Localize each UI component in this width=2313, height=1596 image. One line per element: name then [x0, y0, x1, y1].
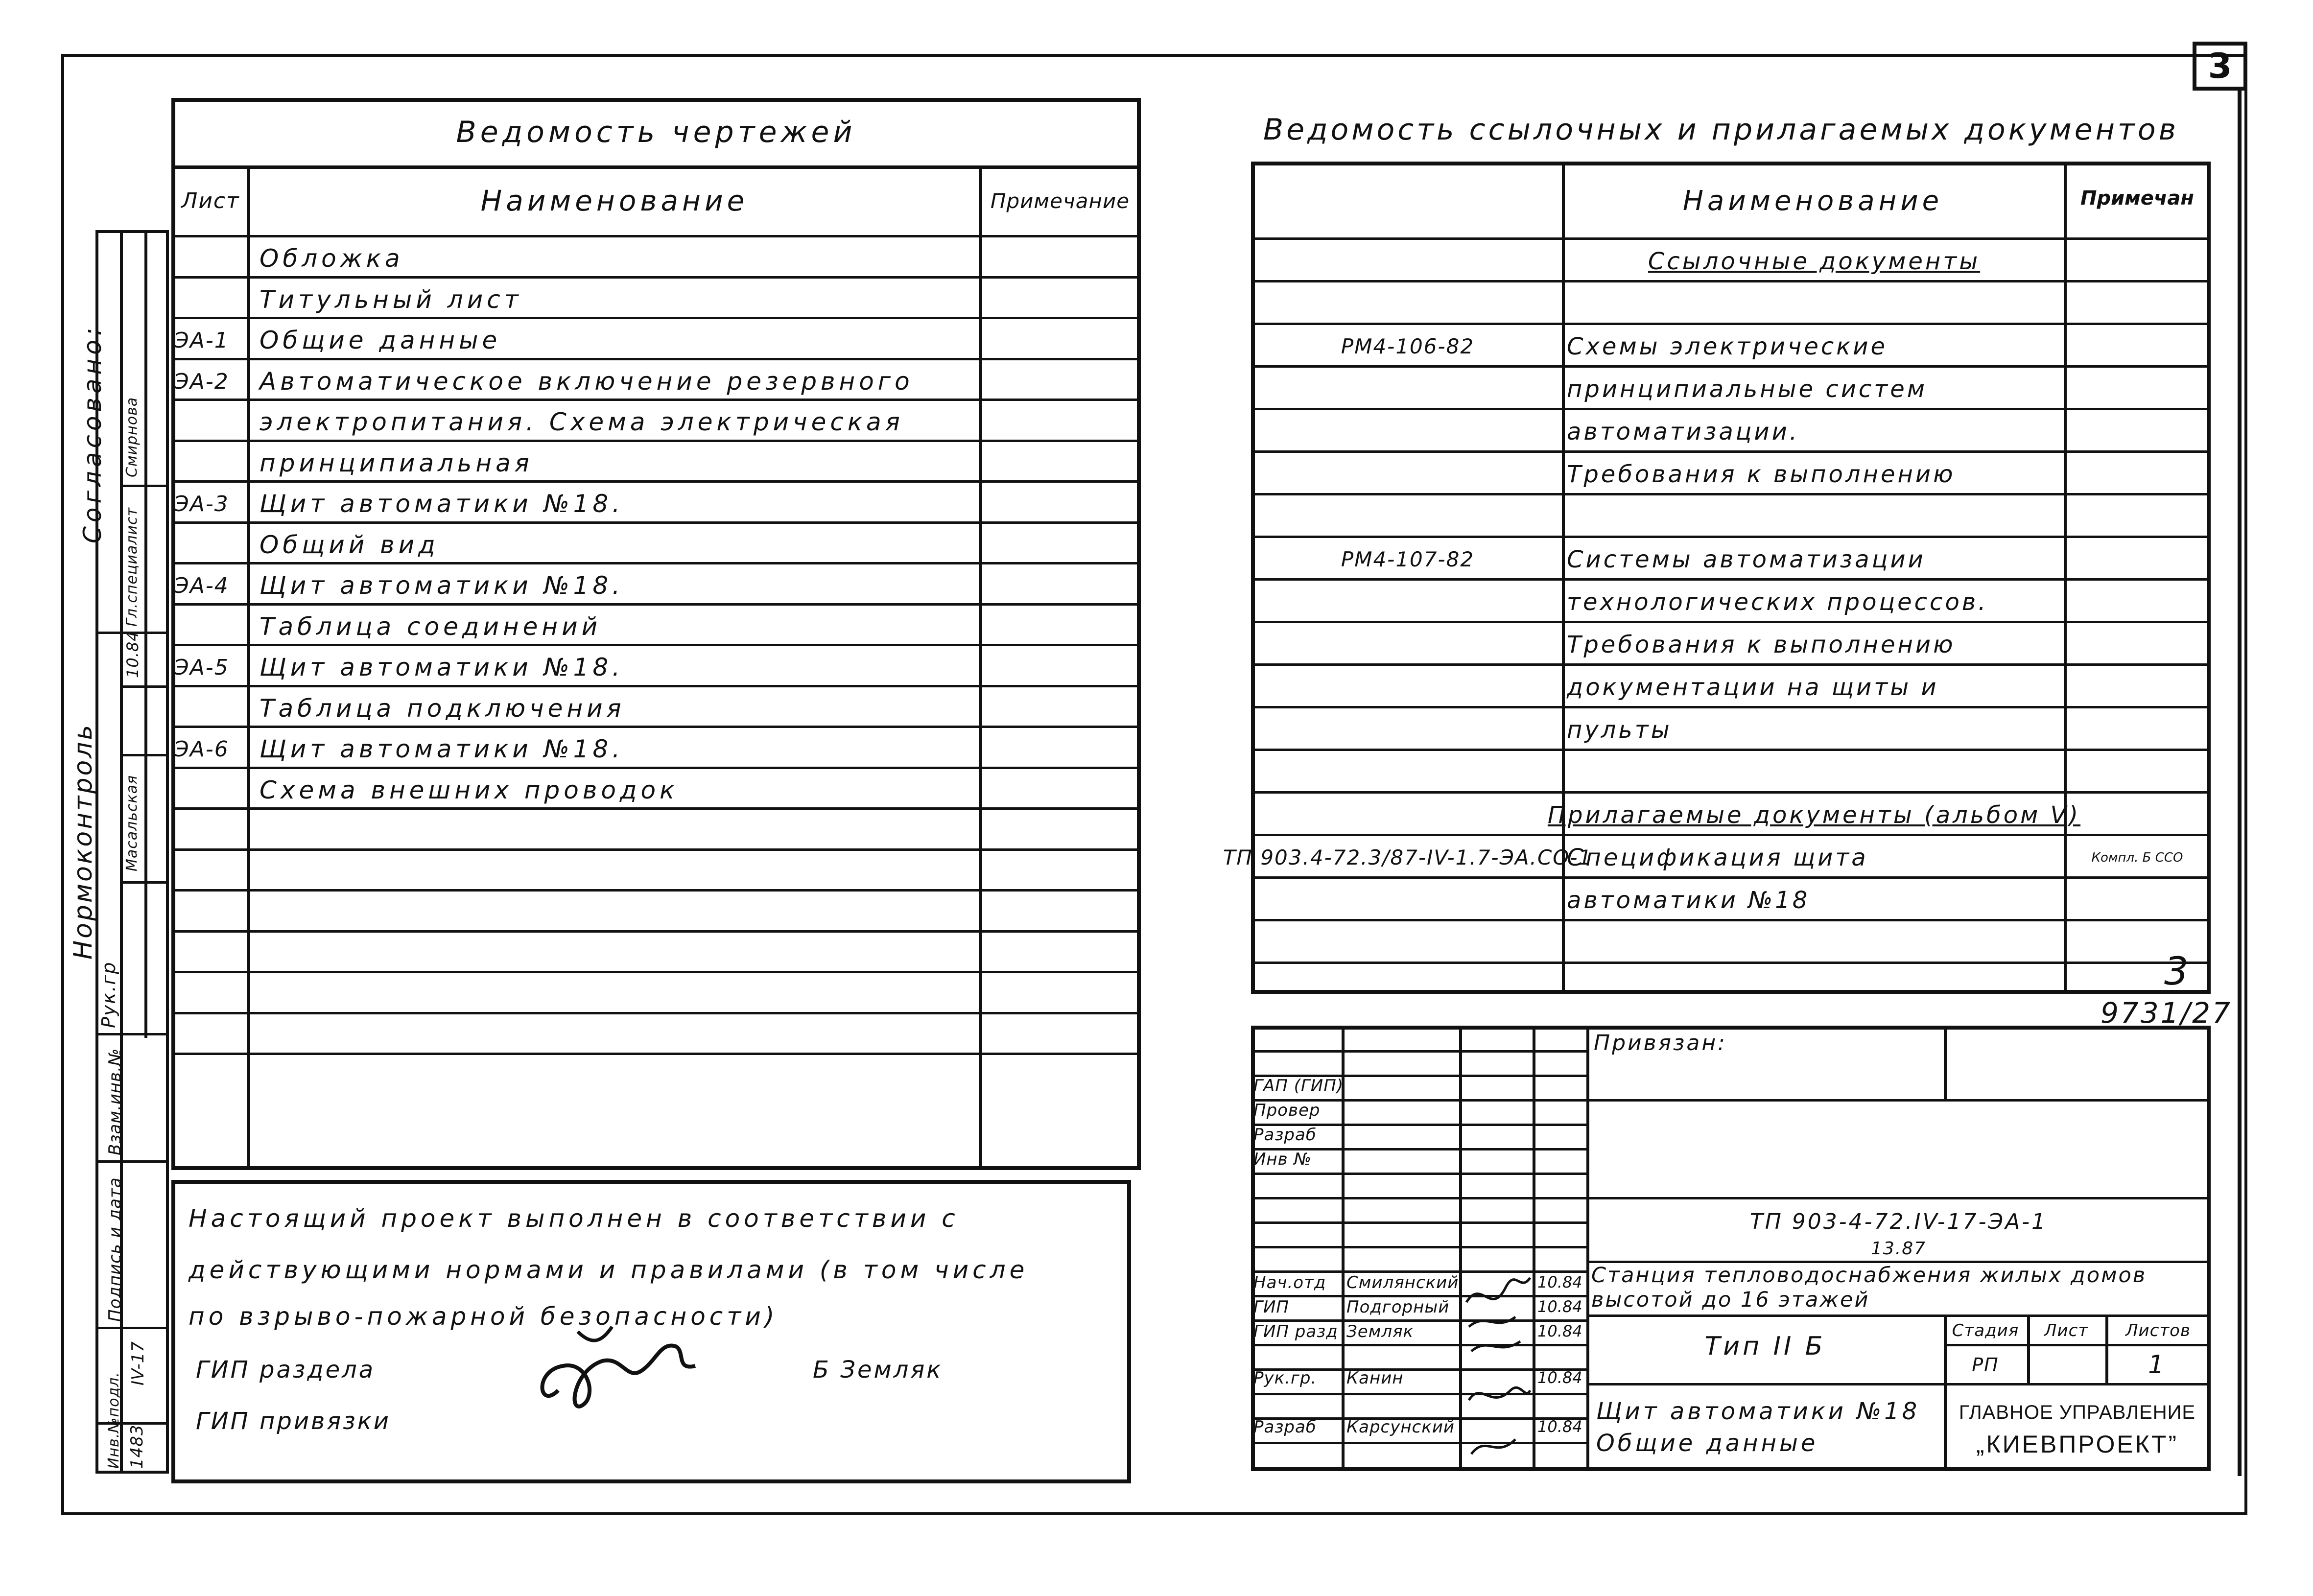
staff-role: ГИП разд: [1253, 1322, 1338, 1341]
references-row-name: автоматики №18: [1567, 886, 1810, 914]
references-row-code: [1253, 623, 1562, 666]
side-agreed-person1: Гл.специалист: [123, 507, 141, 627]
archive-number: 9731/27: [2101, 996, 2232, 1030]
references-row-code: [1253, 453, 1562, 495]
references-row-note: [2066, 623, 2208, 666]
references-row-name: Прилагаемые документы (альбом V): [1547, 801, 2081, 829]
gip-section-name: Б Земляк: [813, 1356, 943, 1384]
references-row-note: [2066, 666, 2208, 708]
drawings-row-sheet: ЭА-1: [174, 328, 229, 353]
side-inv-orig-vol: IV-17: [128, 1341, 148, 1385]
org-line1: ГЛАВНОЕ УПРАВЛЕНИЕ: [1959, 1401, 2196, 1423]
drawings-row-sheet: [174, 606, 247, 647]
references-row-note: [2066, 879, 2208, 921]
drawings-col-note: Примечание: [990, 188, 1130, 213]
drawings-row-sheet: [174, 688, 247, 729]
drawings-row-name: Автоматическое включение резервного: [260, 367, 914, 396]
sheets-value: 1: [2148, 1350, 2169, 1380]
staff-role: Нач.отд: [1253, 1273, 1326, 1292]
tb-left-label-4: Инв №: [1253, 1150, 1312, 1169]
drawings-row-name: Схема внешних проводок: [260, 776, 679, 804]
references-row-code: [1253, 495, 1562, 538]
drawings-row-sheet: [174, 238, 247, 279]
drawings-row-name: принципиальная: [260, 449, 533, 477]
tb-left-label-2: Провер: [1253, 1101, 1321, 1120]
references-row-name: принципиальные систем: [1567, 375, 1928, 403]
references-row-name: документации на щиты и: [1567, 673, 1939, 701]
gip-signature: [529, 1312, 705, 1425]
drawings-row-sheet: [174, 524, 247, 565]
doc-date: 13.87: [1870, 1238, 1927, 1259]
side-sign-date: Подпись и дата: [105, 1177, 125, 1322]
references-row-name: Требования к выполнению: [1567, 460, 1956, 488]
references-row-code: ТП 903.4-72.3/87-IV-1.7-ЭА.СО-1: [1223, 845, 1593, 869]
staff-date: 10.84: [1537, 1273, 1582, 1291]
frame-inner-border: [2238, 91, 2242, 1476]
staff-name: Карсунский: [1346, 1417, 1455, 1437]
stage-header: Стадия: [1952, 1320, 2019, 1340]
references-row-code: [1253, 794, 1562, 836]
drawings-row-sheet: ЭА-4: [174, 573, 229, 598]
project-name: Станция тепловодоснабжения жилых домов высотой до 16 этажей: [1591, 1263, 2147, 1312]
page-number: 3: [2208, 46, 2232, 86]
references-row-note: [2066, 751, 2208, 794]
staff-date: 10.84: [1537, 1417, 1582, 1436]
references-row-note: [2066, 708, 2208, 751]
references-row-name: [1567, 495, 2061, 538]
references-row-code: [1253, 368, 1562, 410]
references-col-name: Наименование: [1682, 185, 1943, 217]
references-row-note: [2066, 368, 2208, 410]
references-title: Ведомость ссылочных и прилагаемых документов: [1263, 113, 2179, 147]
drawings-row-sheet: [174, 401, 247, 443]
drawing-title-line1: Щит автоматики №18: [1596, 1398, 1920, 1425]
side-head-group: Рук.гр: [98, 961, 119, 1028]
references-row-note: [2066, 495, 2208, 538]
side-normcontrol: Нормоконтроль: [69, 723, 98, 960]
drawings-col-sheet: Лист: [181, 188, 240, 213]
drawings-row-sheet: ЭА-3: [174, 491, 229, 516]
staff-name: Земляк: [1346, 1322, 1414, 1341]
drawings-row-name: Щит автоматики №18.: [260, 571, 624, 600]
drawings-row-name: электропитания. Схема электрическая: [260, 408, 904, 436]
references-row-name: Схемы электрические: [1567, 332, 1888, 360]
drawings-row-name: Титульный лист: [260, 285, 522, 314]
drawings-row-name: Таблица соединений: [260, 612, 602, 641]
references-row-code: [1253, 666, 1562, 708]
staff-date: 10.84: [1537, 1368, 1582, 1387]
drawings-row-sheet: ЭА-2: [174, 369, 229, 394]
references-row-code: [1253, 921, 1562, 964]
drawings-row-name: Таблица подключения: [260, 694, 625, 723]
page-mark: 3: [2164, 950, 2193, 994]
staff-name: Подгорный: [1346, 1297, 1450, 1317]
drawings-title: Ведомость чертежей: [456, 115, 856, 149]
references-row-note: [2066, 325, 2208, 368]
staff-name: Смилянский: [1346, 1273, 1459, 1292]
stage-value: РП: [1972, 1354, 1999, 1376]
tb-left-label-1: ГАП (ГИП): [1253, 1076, 1344, 1096]
drawings-row-sheet: [174, 443, 247, 484]
staff-signatures: [1462, 1258, 1535, 1469]
side-inv-orig-no: 1483: [127, 1424, 147, 1469]
references-col-note: Примечан: [2080, 187, 2195, 210]
references-row-name: [1567, 751, 2061, 794]
references-row-name: Требования к выполнению: [1567, 631, 1956, 658]
references-row-note: [2066, 794, 2208, 836]
drawings-col-name: Наименование: [480, 184, 749, 217]
side-normcontrol-person: Масальская: [123, 775, 141, 871]
statement-line-3: по взрыво-пожарной безопасности): [189, 1302, 779, 1331]
references-row-name: технологических процессов.: [1567, 588, 1988, 616]
staff-role: ГИП: [1253, 1297, 1289, 1317]
references-row-code: РМ4-106-82: [1341, 334, 1475, 358]
tb-left-label-3: Разраб: [1253, 1125, 1317, 1145]
side-inv-orig: Инв.№подл.: [105, 1372, 122, 1469]
references-row-code: [1253, 581, 1562, 623]
gip-binding-label: ГИП привязки: [196, 1408, 391, 1435]
drawings-row-sheet: [174, 770, 247, 811]
references-row-code: [1253, 282, 1562, 325]
references-row-name: [1567, 282, 2061, 325]
references-row-name: Системы автоматизации: [1567, 545, 1926, 573]
drawing-title-line2: Общие данные: [1596, 1430, 1818, 1457]
references-row-code: [1253, 708, 1562, 751]
staff-name: Канин: [1346, 1368, 1404, 1388]
drawings-row-sheet: [174, 279, 247, 320]
side-agreed-person2: Смирнова: [123, 397, 141, 477]
drawings-row-sheet: ЭА-6: [174, 736, 229, 762]
references-row-name: автоматизации.: [1567, 418, 1800, 446]
sheets-header: Листов: [2125, 1320, 2191, 1340]
doc-code: ТП 903-4-72.IV-17-ЭА-1: [1749, 1209, 2048, 1234]
drawings-row-name: Общий вид: [260, 531, 439, 559]
drawings-row-sheet: ЭА-5: [174, 655, 229, 680]
drawings-row-name: Общие данные: [260, 326, 501, 354]
references-row-note: [2066, 282, 2208, 325]
drawings-row-name: Щит автоматики №18.: [260, 490, 624, 518]
references-row-note: [2066, 581, 2208, 623]
references-row-code: [1253, 410, 1562, 453]
references-row-name: Ссылочные документы: [1648, 247, 1981, 275]
references-row-note: [2066, 538, 2208, 581]
statement-line-2: действующими нормами и правилами (в том числе: [189, 1256, 1029, 1284]
statement-line-1: Настоящий проект выполнен в соответствии с: [189, 1204, 959, 1233]
side-agreed: Согласовано:: [78, 324, 107, 543]
references-row-name: Спецификация щита: [1567, 844, 1868, 871]
references-row-name: пульты: [1567, 716, 1672, 744]
staff-date: 10.84: [1537, 1297, 1582, 1316]
staff-role: Разраб: [1253, 1417, 1317, 1437]
references-row-code: [1253, 240, 1562, 282]
drawings-row-name: Обложка: [260, 244, 404, 273]
org-line2: „КИЕВПРОЕКТ”: [1976, 1431, 2179, 1458]
references-row-code: РМ4-107-82: [1341, 547, 1475, 571]
drawings-row-name: Щит автоматики №18.: [260, 653, 624, 681]
drawings-row-name: Щит автоматики №18.: [260, 735, 624, 763]
sheet-header: Лист: [2044, 1320, 2089, 1340]
staff-date: 10.84: [1537, 1322, 1582, 1340]
gip-section-label: ГИП раздела: [196, 1356, 376, 1384]
references-row-note: [2066, 410, 2208, 453]
type-label: Тип II Б: [1704, 1332, 1826, 1361]
references-row-note: [2066, 240, 2208, 282]
side-normcontrol-date: 10.84: [123, 631, 142, 678]
references-row-code: [1253, 751, 1562, 794]
references-row-name: [1567, 921, 2061, 964]
references-row-code: [1253, 879, 1562, 921]
sheet-value: [2030, 1346, 2103, 1383]
references-row-note: Компл. Б ССО: [2091, 850, 2183, 865]
references-row-note: [2066, 453, 2208, 495]
bound-label: Привязан:: [1594, 1031, 1727, 1056]
side-inv-replace: Взам.инв.№: [105, 1048, 125, 1155]
staff-role: Рук.гр.: [1253, 1368, 1317, 1388]
